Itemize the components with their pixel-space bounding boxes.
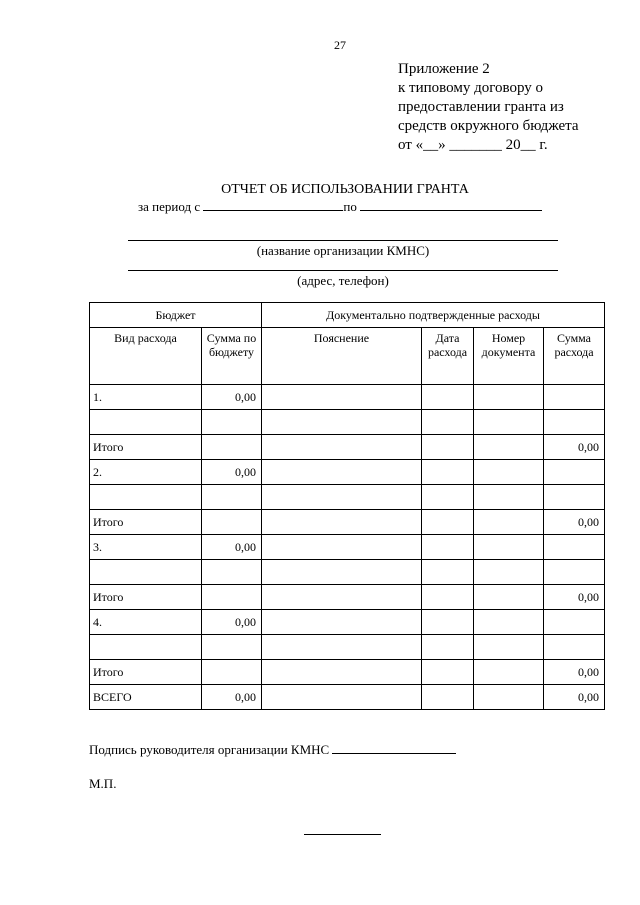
cell-explanation[interactable] <box>262 485 422 510</box>
date-prefix: от « <box>398 137 424 153</box>
signature-field[interactable] <box>332 742 456 754</box>
cell-doc-number[interactable] <box>474 460 544 485</box>
cell-doc-number[interactable] <box>474 585 544 610</box>
cell-type[interactable]: 1. <box>90 385 202 410</box>
cell-budget-sum[interactable]: 0,00 <box>202 460 262 485</box>
cell-doc-number[interactable] <box>474 560 544 585</box>
period-to-label: по <box>343 199 357 214</box>
report-title: ОТЧЕТ ОБ ИСПОЛЬЗОВАНИИ ГРАНТА <box>221 182 469 197</box>
page-number: 27 <box>334 38 346 52</box>
group-budget-header: Бюджет <box>90 303 262 328</box>
cell-doc-number[interactable] <box>474 610 544 635</box>
table-row <box>90 610 605 635</box>
table-row <box>90 410 605 435</box>
cell-date[interactable] <box>422 460 474 485</box>
table-row <box>90 485 605 510</box>
period-to-field[interactable] <box>360 199 542 211</box>
cell-explanation[interactable] <box>262 610 422 635</box>
cell-expense-sum[interactable]: 0,00 <box>544 510 605 535</box>
org-name-caption: (название организации КМНС) <box>256 243 430 258</box>
header-columns-row <box>90 328 605 385</box>
cell-type[interactable] <box>90 635 202 660</box>
col-date-header: Дата расхода <box>422 328 474 385</box>
table-row <box>90 460 605 485</box>
cell-explanation[interactable] <box>262 585 422 610</box>
cell-date[interactable] <box>422 435 474 460</box>
cell-explanation[interactable] <box>262 635 422 660</box>
table-row <box>90 535 605 560</box>
cell-doc-number[interactable] <box>474 435 544 460</box>
cell-date[interactable] <box>422 660 474 685</box>
signature-line <box>89 742 456 758</box>
cell-expense-sum[interactable] <box>544 460 605 485</box>
cell-expense-sum[interactable] <box>544 635 605 660</box>
cell-date[interactable] <box>422 610 474 635</box>
table-row <box>90 635 605 660</box>
cell-date[interactable] <box>422 560 474 585</box>
cell-explanation[interactable] <box>262 410 422 435</box>
col-explanation-header: Пояснение <box>262 328 422 385</box>
col-type-header: Вид расхода <box>90 328 202 385</box>
cell-expense-sum[interactable]: 0,00 <box>544 585 605 610</box>
cell-budget-sum[interactable] <box>202 435 262 460</box>
cell-date[interactable] <box>422 635 474 660</box>
appendix-line: средств окружного бюджета <box>398 118 579 134</box>
table-row <box>90 435 605 460</box>
table-row <box>90 385 605 410</box>
cell-budget-sum[interactable] <box>202 560 262 585</box>
period-from-label: за период с <box>138 199 201 214</box>
group-expenses-header: Документально подтвержденные расходы <box>262 303 605 328</box>
cell-budget-sum[interactable]: 0,00 <box>202 610 262 635</box>
cell-date[interactable] <box>422 535 474 560</box>
cell-explanation[interactable] <box>262 385 422 410</box>
cell-expense-sum[interactable]: 0,00 <box>544 685 605 710</box>
period-line <box>138 199 542 215</box>
cell-doc-number[interactable] <box>474 685 544 710</box>
table-row <box>90 585 605 610</box>
address-caption: (адрес, телефон) <box>297 273 389 288</box>
cell-budget-sum[interactable] <box>202 660 262 685</box>
cell-budget-sum[interactable]: 0,00 <box>202 685 262 710</box>
header-group-row <box>90 303 605 328</box>
appendix-date-line <box>398 136 579 155</box>
cell-type[interactable]: 3. <box>90 535 202 560</box>
cell-type[interactable]: Итого <box>90 585 202 610</box>
date-suffix: г. <box>535 137 548 153</box>
cell-expense-sum[interactable] <box>544 385 605 410</box>
col-expense-sum-header: Сумма расхода <box>544 328 605 385</box>
cell-explanation[interactable] <box>262 460 422 485</box>
cell-date[interactable] <box>422 385 474 410</box>
cell-date[interactable] <box>422 410 474 435</box>
appendix-line: к типовому договору о <box>398 80 544 96</box>
cell-type[interactable]: Итого <box>90 510 202 535</box>
cell-doc-number[interactable] <box>474 385 544 410</box>
appendix-line: предоставлении гранта из <box>398 99 564 115</box>
cell-explanation[interactable] <box>262 685 422 710</box>
address-field[interactable] <box>128 270 558 271</box>
stamp-label: М.П. <box>89 776 117 791</box>
cell-budget-sum[interactable] <box>202 585 262 610</box>
cell-explanation[interactable] <box>262 560 422 585</box>
signature-label: Подпись руководителя организации КМНС <box>89 742 330 757</box>
cell-expense-sum[interactable] <box>544 560 605 585</box>
cell-explanation[interactable] <box>262 660 422 685</box>
cell-expense-sum[interactable] <box>544 535 605 560</box>
cell-expense-sum[interactable]: 0,00 <box>544 435 605 460</box>
table-body <box>90 385 605 710</box>
cell-budget-sum[interactable] <box>202 410 262 435</box>
col-budget-sum-header: Сумма по бюджету <box>202 328 262 385</box>
cell-doc-number[interactable] <box>474 660 544 685</box>
cell-budget-sum[interactable] <box>202 510 262 535</box>
cell-type[interactable]: ВСЕГО <box>90 685 202 710</box>
cell-explanation[interactable] <box>262 510 422 535</box>
date-day-blank[interactable]: __ <box>423 137 439 153</box>
cell-type[interactable]: 2. <box>90 460 202 485</box>
cell-expense-sum[interactable] <box>544 485 605 510</box>
cell-budget-sum[interactable]: 0,00 <box>202 385 262 410</box>
cell-date[interactable] <box>422 685 474 710</box>
cell-doc-number[interactable] <box>474 510 544 535</box>
cell-doc-number[interactable] <box>474 485 544 510</box>
cell-expense-sum[interactable] <box>544 410 605 435</box>
period-from-field[interactable] <box>203 199 343 211</box>
table-row <box>90 660 605 685</box>
cell-doc-number[interactable] <box>474 535 544 560</box>
table-row <box>90 560 605 585</box>
cell-type[interactable]: Итого <box>90 435 202 460</box>
table-row <box>90 685 605 710</box>
cell-doc-number[interactable] <box>474 410 544 435</box>
report-table <box>89 302 605 710</box>
cell-budget-sum[interactable]: 0,00 <box>202 535 262 560</box>
appendix-line: Приложение 2 <box>398 61 490 77</box>
footer-divider <box>304 834 381 835</box>
cell-date[interactable] <box>422 510 474 535</box>
org-name-field[interactable] <box>128 240 558 241</box>
date-year-blank[interactable]: __ <box>520 137 536 153</box>
cell-type[interactable]: Итого <box>90 660 202 685</box>
cell-explanation[interactable] <box>262 535 422 560</box>
cell-budget-sum[interactable] <box>202 485 262 510</box>
cell-date[interactable] <box>422 485 474 510</box>
date-mid: » _______ 20 <box>438 137 521 153</box>
cell-budget-sum[interactable] <box>202 635 262 660</box>
cell-type[interactable]: 4. <box>90 610 202 635</box>
cell-type[interactable] <box>90 560 202 585</box>
appendix-header <box>398 60 579 155</box>
col-doc-number-header: Номер документа <box>474 328 544 385</box>
cell-type[interactable] <box>90 485 202 510</box>
table-row <box>90 510 605 535</box>
cell-expense-sum[interactable]: 0,00 <box>544 660 605 685</box>
cell-explanation[interactable] <box>262 435 422 460</box>
cell-expense-sum[interactable] <box>544 610 605 635</box>
cell-doc-number[interactable] <box>474 635 544 660</box>
cell-type[interactable] <box>90 410 202 435</box>
cell-date[interactable] <box>422 585 474 610</box>
